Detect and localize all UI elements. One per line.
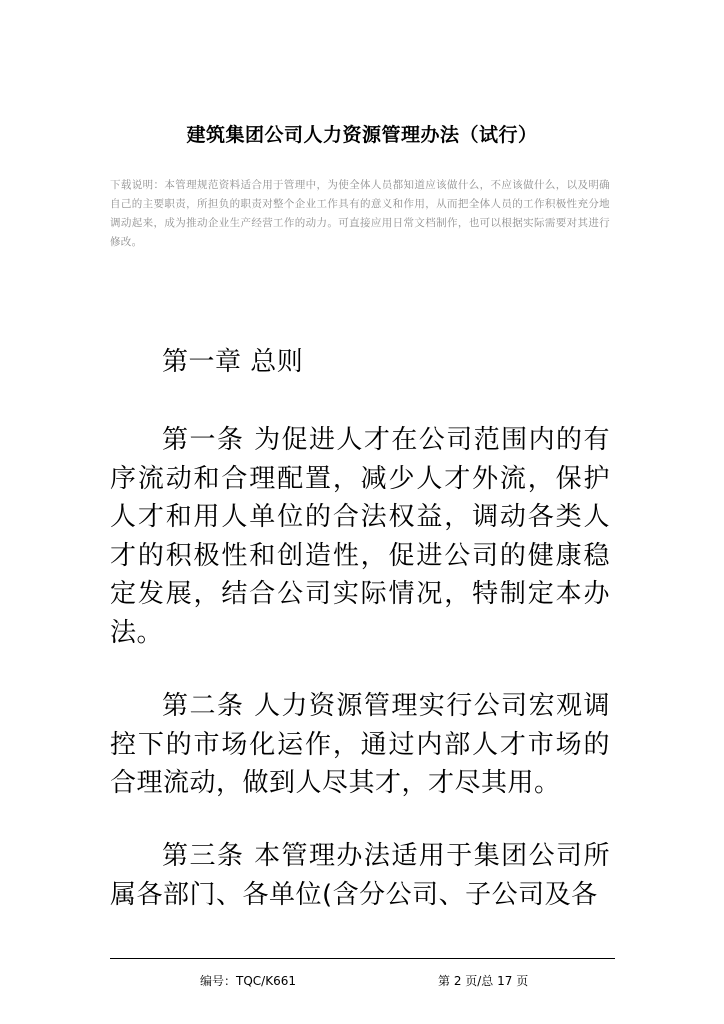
chapter-heading: 第一章 总则	[162, 347, 304, 377]
document-title: 建筑集团公司人力资源管理办法（试行）	[186, 124, 538, 146]
footer-divider	[110, 958, 615, 959]
article-paragraph: 第三条 本管理办法适用于集团公司所属各部门、各单位(含分公司、子公司及各	[110, 841, 610, 910]
page-indicator: 第 2 页/总 17 页	[438, 974, 529, 988]
article-paragraph: 第二条 人力资源管理实行公司宏观调控下的市场化运作，通过内部人才市场的合理流动，做到人尽其才，才尽其用。	[110, 691, 610, 798]
document-number: 编号：TQC/K661	[200, 974, 296, 988]
article-paragraph: 第一条 为促进人才在公司范围内的有序流动和合理配置，减少人才外流，保护人才和用人单位的合法权益，调动各类人才的积极性和创造性，促进公司的健康稳定发展，结合公司实际情况，特制定本办法。	[110, 425, 610, 648]
download-disclaimer: 下载说明：本管理规范资料适合用于管理中，为使全体人员都知道应该做什么，不应该做什么，以及明确自己的主要职责，所担负的职责对整个企业工作具有的意义和作用，从而把全体人员的工作积极性充分地调动起来，成为推动企业生产经营工作的动力。可直接应用日常文档制作，也可以根据实际需要对其进行修改。	[110, 179, 610, 248]
